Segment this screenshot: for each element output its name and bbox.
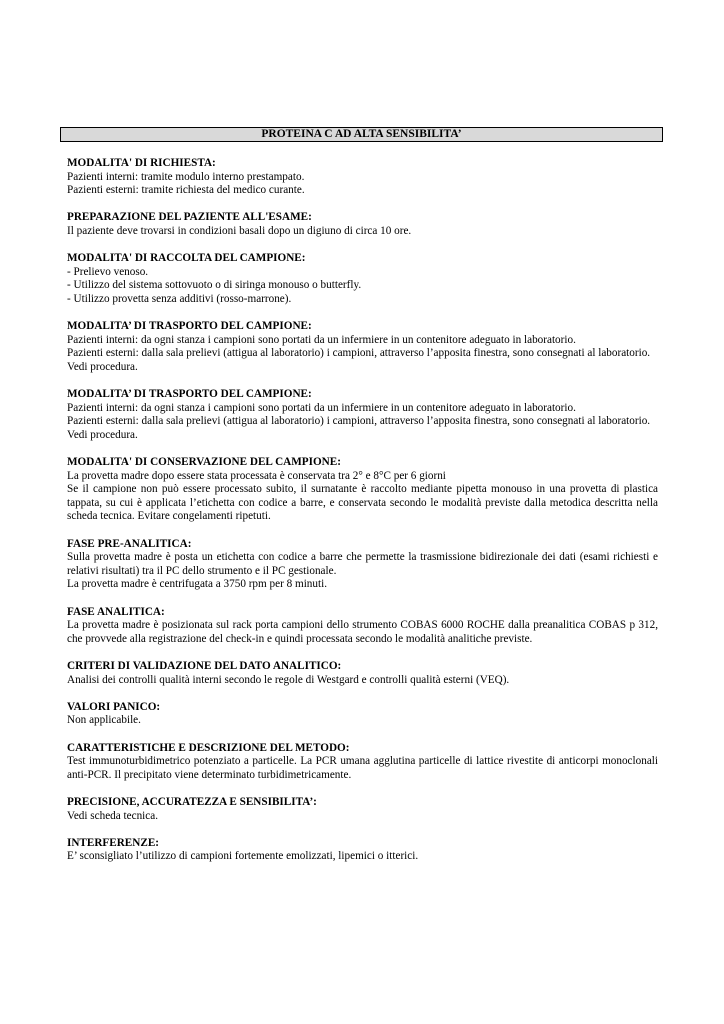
section-heading: MODALITA' DI RACCOLTA DEL CAMPIONE: xyxy=(67,252,306,265)
section-line: Pazienti interni: da ogni stanza i campioni sono portati da un infermiere in un contenitore adeguato in laboratorio. xyxy=(67,401,576,414)
section-criteri-validazione xyxy=(67,660,658,687)
section-preparazione-paziente xyxy=(67,211,658,238)
section-line: Vedi procedura. xyxy=(67,428,138,441)
section-line: Pazienti esterni: dalla sala prelievi (attigua al laboratorio) i campioni, attraverso l’apposita finestra, sono consegnati al laboratorio. xyxy=(67,415,651,428)
section-heading: PRECISIONE, ACCURATEZZA E SENSIBILITA’: xyxy=(67,795,317,808)
document-body xyxy=(67,157,658,877)
section-line: La provetta madre dopo essere stata processata è conservata tra 2° e 8°C per 6 giorni xyxy=(67,469,446,482)
section-line: Il paziente deve trovarsi in condizioni basali dopo un digiuno di circa 10 ore. xyxy=(67,224,412,237)
section-line: Vedi scheda tecnica. xyxy=(67,809,159,822)
section-heading: INTERFERENZE: xyxy=(67,836,160,849)
section-heading: FASE PRE-ANALITICA: xyxy=(67,537,192,550)
section-modalita-richiesta xyxy=(67,157,658,198)
section-line: La provetta madre è posizionata sul rack porta campioni dello strumento COBAS 6000 ROCHE dalla preanalitica COBAS p 312, che provvede alla registrazione del check-in e quindi processata secondo le modalità analitiche previste. xyxy=(67,619,658,645)
section-fase-pre-analitica xyxy=(67,538,658,592)
document-title: PROTEINA C AD ALTA SENSIBILITA’ xyxy=(60,127,663,142)
section-heading: CRITERI DI VALIDAZIONE DEL DATO ANALITICO: xyxy=(67,659,342,672)
section-line: - Utilizzo del sistema sottovuoto o di siringa monouso o butterfly. xyxy=(67,279,362,292)
section-line: Vedi procedura. xyxy=(67,360,138,373)
section-heading: VALORI PANICO: xyxy=(67,700,161,713)
section-line: Pazienti esterni: dalla sala prelievi (attigua al laboratorio) i campioni, attraverso l’apposita finestra, sono consegnati al laboratorio. xyxy=(67,347,651,360)
section-heading: MODALITA' DI RICHIESTA: xyxy=(67,157,216,169)
section-heading: CARATTERISTICHE E DESCRIZIONE DEL METODO: xyxy=(67,741,350,754)
section-line: Test immunoturbidimetrico potenziato a particelle. La PCR umana agglutina particelle di lattice rivestite di anticorpi monoclonali anti-PCR. Il precipitato viene determinato turbidimetricamente. xyxy=(67,755,658,781)
section-interferenze xyxy=(67,837,658,864)
section-caratteristiche-metodo xyxy=(67,742,658,783)
section-precisione-accuratezza xyxy=(67,796,658,823)
section-heading: MODALITA’ DI TRASPORTO DEL CAMPIONE: xyxy=(67,388,312,401)
section-line: - Utilizzo provetta senza additivi (rosso-marrone). xyxy=(67,292,292,305)
section-modalita-trasporto-2 xyxy=(67,388,658,442)
section-line: - Prelievo venoso. xyxy=(67,265,149,278)
section-heading: FASE ANALITICA: xyxy=(67,605,165,618)
section-line: Non applicabile. xyxy=(67,714,141,727)
section-heading: MODALITA’ DI TRASPORTO DEL CAMPIONE: xyxy=(67,320,312,333)
section-line: Analisi dei controlli qualità interni secondo le regole di Westgard e controlli qualità esterni (VEQ). xyxy=(67,673,510,686)
section-modalita-raccolta xyxy=(67,252,658,306)
section-line: E’ sconsigliato l’utilizzo di campioni fortemente emolizzati, lipemici o itterici. xyxy=(67,850,419,863)
section-line: Pazienti esterni: tramite richiesta del medico curante. xyxy=(67,184,305,197)
section-line: Se il campione non può essere processato subito, il surnatante è raccolto mediante pipetta monouso in una provetta di plastica tappata, su cui è applicata l’etichetta con codice a barre, e conservata secondo le modalità previste dalla metodica descritta nella scheda tecnica. Evitare congelamenti ripetuti. xyxy=(67,483,658,523)
section-line: Sulla provetta madre è posta un etichetta con codice a barre che permette la trasmissione bidirezionale dei dati (esami richiesti e relativi risultati) tra il PC dello strumento e il PC gestionale. xyxy=(67,551,658,577)
section-line: Pazienti interni: da ogni stanza i campioni sono portati da un infermiere in un contenitore adeguato in laboratorio. xyxy=(67,333,576,346)
section-modalita-trasporto-1 xyxy=(67,320,658,374)
section-line: Pazienti interni: tramite modulo interno prestampato. xyxy=(67,170,305,183)
section-fase-analitica xyxy=(67,606,658,647)
section-heading: MODALITA' DI CONSERVAZIONE DEL CAMPIONE: xyxy=(67,456,341,469)
section-valori-panico xyxy=(67,701,658,728)
section-heading: PREPARAZIONE DEL PAZIENTE ALL'ESAME: xyxy=(67,211,312,224)
section-modalita-conservazione xyxy=(67,456,658,524)
section-line: La provetta madre è centrifugata a 3750 rpm per 8 minuti. xyxy=(67,578,328,591)
